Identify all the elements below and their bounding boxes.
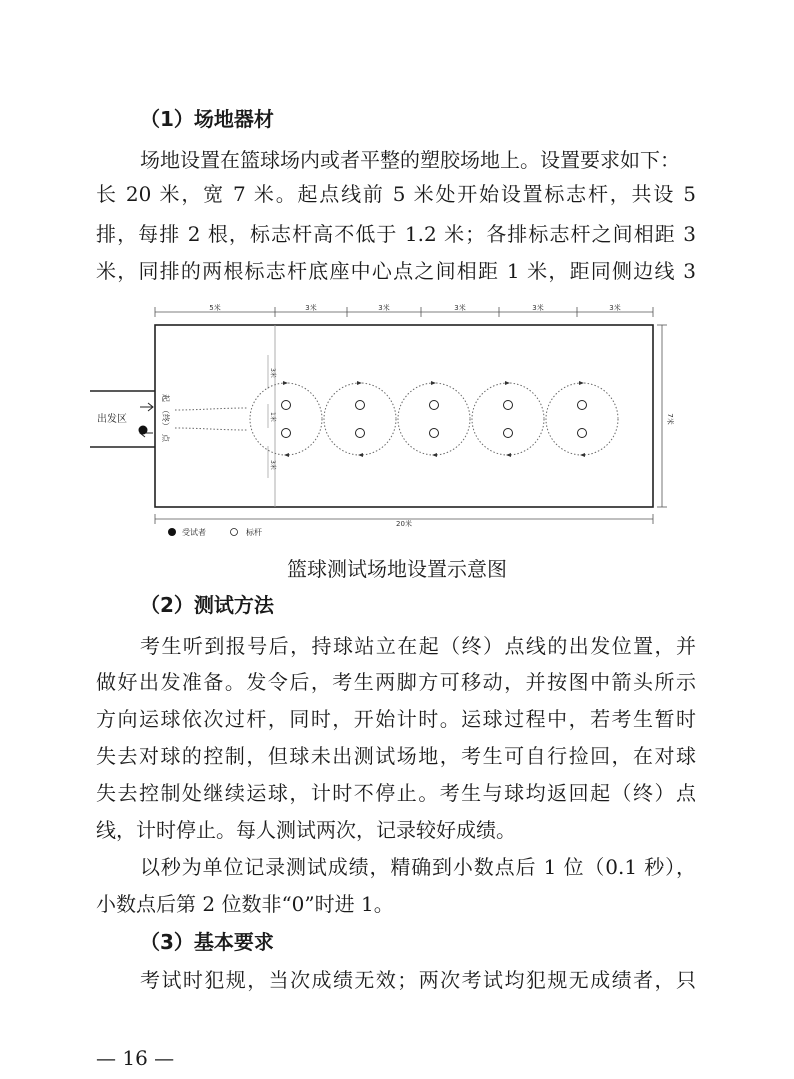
- direction-arrow-icon: [284, 453, 289, 457]
- paragraph-1-line-2: 长 20 米，宽 7 米。起点线前 5 米处开始设置标志杆，共设 5: [96, 182, 696, 206]
- paragraph-1-line-3: 排，每排 2 根，标志杆高不低于 1.2 米；各排标志杆之间相距 3: [96, 222, 696, 246]
- paragraph-2-line-3: 方向运球依次过杆，同时，开始计时。运球过程中，若考生暂时: [96, 707, 696, 731]
- dribble-loop: [398, 383, 470, 455]
- pole-marker: [282, 401, 291, 410]
- legend-pole-label: 标杆: [246, 528, 262, 537]
- start-area-label: 出发区: [97, 414, 127, 425]
- side-dimension-line: [657, 325, 667, 507]
- pole-marker: [282, 429, 291, 438]
- pole-marker: [430, 401, 439, 410]
- dribble-path: [175, 408, 248, 430]
- direction-arrow-icon: [283, 381, 288, 385]
- paragraph-1-line-4: 米，同排的两根标志杆底座中心点之间相距 1 米，距同侧边线 3: [96, 259, 696, 283]
- vertical-dim-label: 3米: [269, 460, 276, 470]
- start-line-label: [161, 394, 171, 443]
- direction-arrow-icon: [357, 381, 362, 385]
- legend-player-label: 受试者: [182, 528, 206, 537]
- side-dim-label: 7米: [666, 413, 674, 425]
- pole-marker: [504, 429, 513, 438]
- paragraph-2-line-4: 失去对球的控制，但球未出测试场地，考生可自行捡回，在对球: [96, 744, 696, 768]
- dribble-loop: [472, 383, 544, 455]
- section-3-title: （3）基本要求: [140, 930, 274, 954]
- dribble-loop: [324, 383, 396, 455]
- start-line-label-char: 点: [161, 434, 170, 442]
- top-dim-label: 5米: [209, 304, 221, 312]
- pole-rows: [250, 381, 618, 457]
- player-legend-icon: [168, 528, 176, 536]
- start-area: [90, 391, 155, 447]
- dribble-loop: [250, 383, 322, 455]
- entry-arrow-icon: [140, 403, 153, 411]
- direction-arrow-icon: [505, 381, 510, 385]
- bottom-dim-label: 20米: [396, 520, 412, 528]
- pole-marker: [578, 401, 587, 410]
- top-dim-label: 3米: [532, 304, 544, 312]
- direction-arrow-icon: [431, 381, 436, 385]
- top-dim-label: 3米: [378, 304, 390, 312]
- player-marker: [139, 426, 148, 435]
- pole-marker: [356, 429, 365, 438]
- paragraph-1-line-1: 场地设置在篮球场内或者平整的塑胶场地上。设置要求如下：: [140, 148, 680, 172]
- section-1-title: （1）场地器材: [140, 107, 274, 131]
- section-2-title: （2）测试方法: [140, 593, 274, 617]
- paragraph-2-line-2: 做好出发准备。发令后，考生两脚方可移动，并按图中箭头所示: [96, 670, 696, 694]
- legend: [168, 527, 262, 537]
- page-number: — 16 —: [96, 1046, 175, 1070]
- pole-marker: [504, 401, 513, 410]
- direction-arrow-icon: [580, 453, 585, 457]
- paragraph-3-line-2: 小数点后第 2 位数非“0”时进 1。: [96, 892, 394, 916]
- direction-arrow-icon: [506, 453, 511, 457]
- dribble-loop: [546, 383, 618, 455]
- pole-legend-icon: [231, 529, 238, 536]
- paragraph-2-line-6: 线，计时停止。每人测试两次，记录较好成绩。: [96, 818, 516, 842]
- paragraph-3-line-1: 以秒为单位记录测试成绩，精确到小数点后 1 位（0.1 秒），: [140, 855, 696, 879]
- start-line-label-char: 起: [161, 394, 170, 402]
- figure-caption: 篮球测试场地设置示意图: [287, 557, 507, 581]
- direction-arrow-icon: [432, 453, 437, 457]
- pole-marker: [430, 429, 439, 438]
- paragraph-4-line-1: 考试时犯规，当次成绩无效；两次考试均犯规无成绩者，只: [140, 968, 696, 992]
- start-line-label-char: （终）: [161, 406, 170, 430]
- top-dim-label: 3米: [305, 304, 317, 312]
- direction-arrow-icon: [358, 453, 363, 457]
- direction-arrow-icon: [579, 381, 584, 385]
- court-boundary: [155, 325, 653, 507]
- court-diagram: [90, 298, 674, 546]
- top-dim-label: 3米: [609, 304, 621, 312]
- pole-marker: [356, 401, 365, 410]
- paragraph-2-line-5: 失去控制处继续运球，计时不停止。考生与球均返回起（终）点: [96, 781, 696, 805]
- paragraph-2-line-1: 考生听到报号后，持球站立在起（终）点线的出发位置，并: [140, 634, 696, 658]
- vertical-dim-label: 1米: [269, 412, 276, 422]
- pole-marker: [578, 429, 587, 438]
- top-dimension-line: [155, 307, 653, 317]
- vertical-dim-label: 3米: [269, 368, 276, 378]
- top-dim-label: 3米: [454, 304, 466, 312]
